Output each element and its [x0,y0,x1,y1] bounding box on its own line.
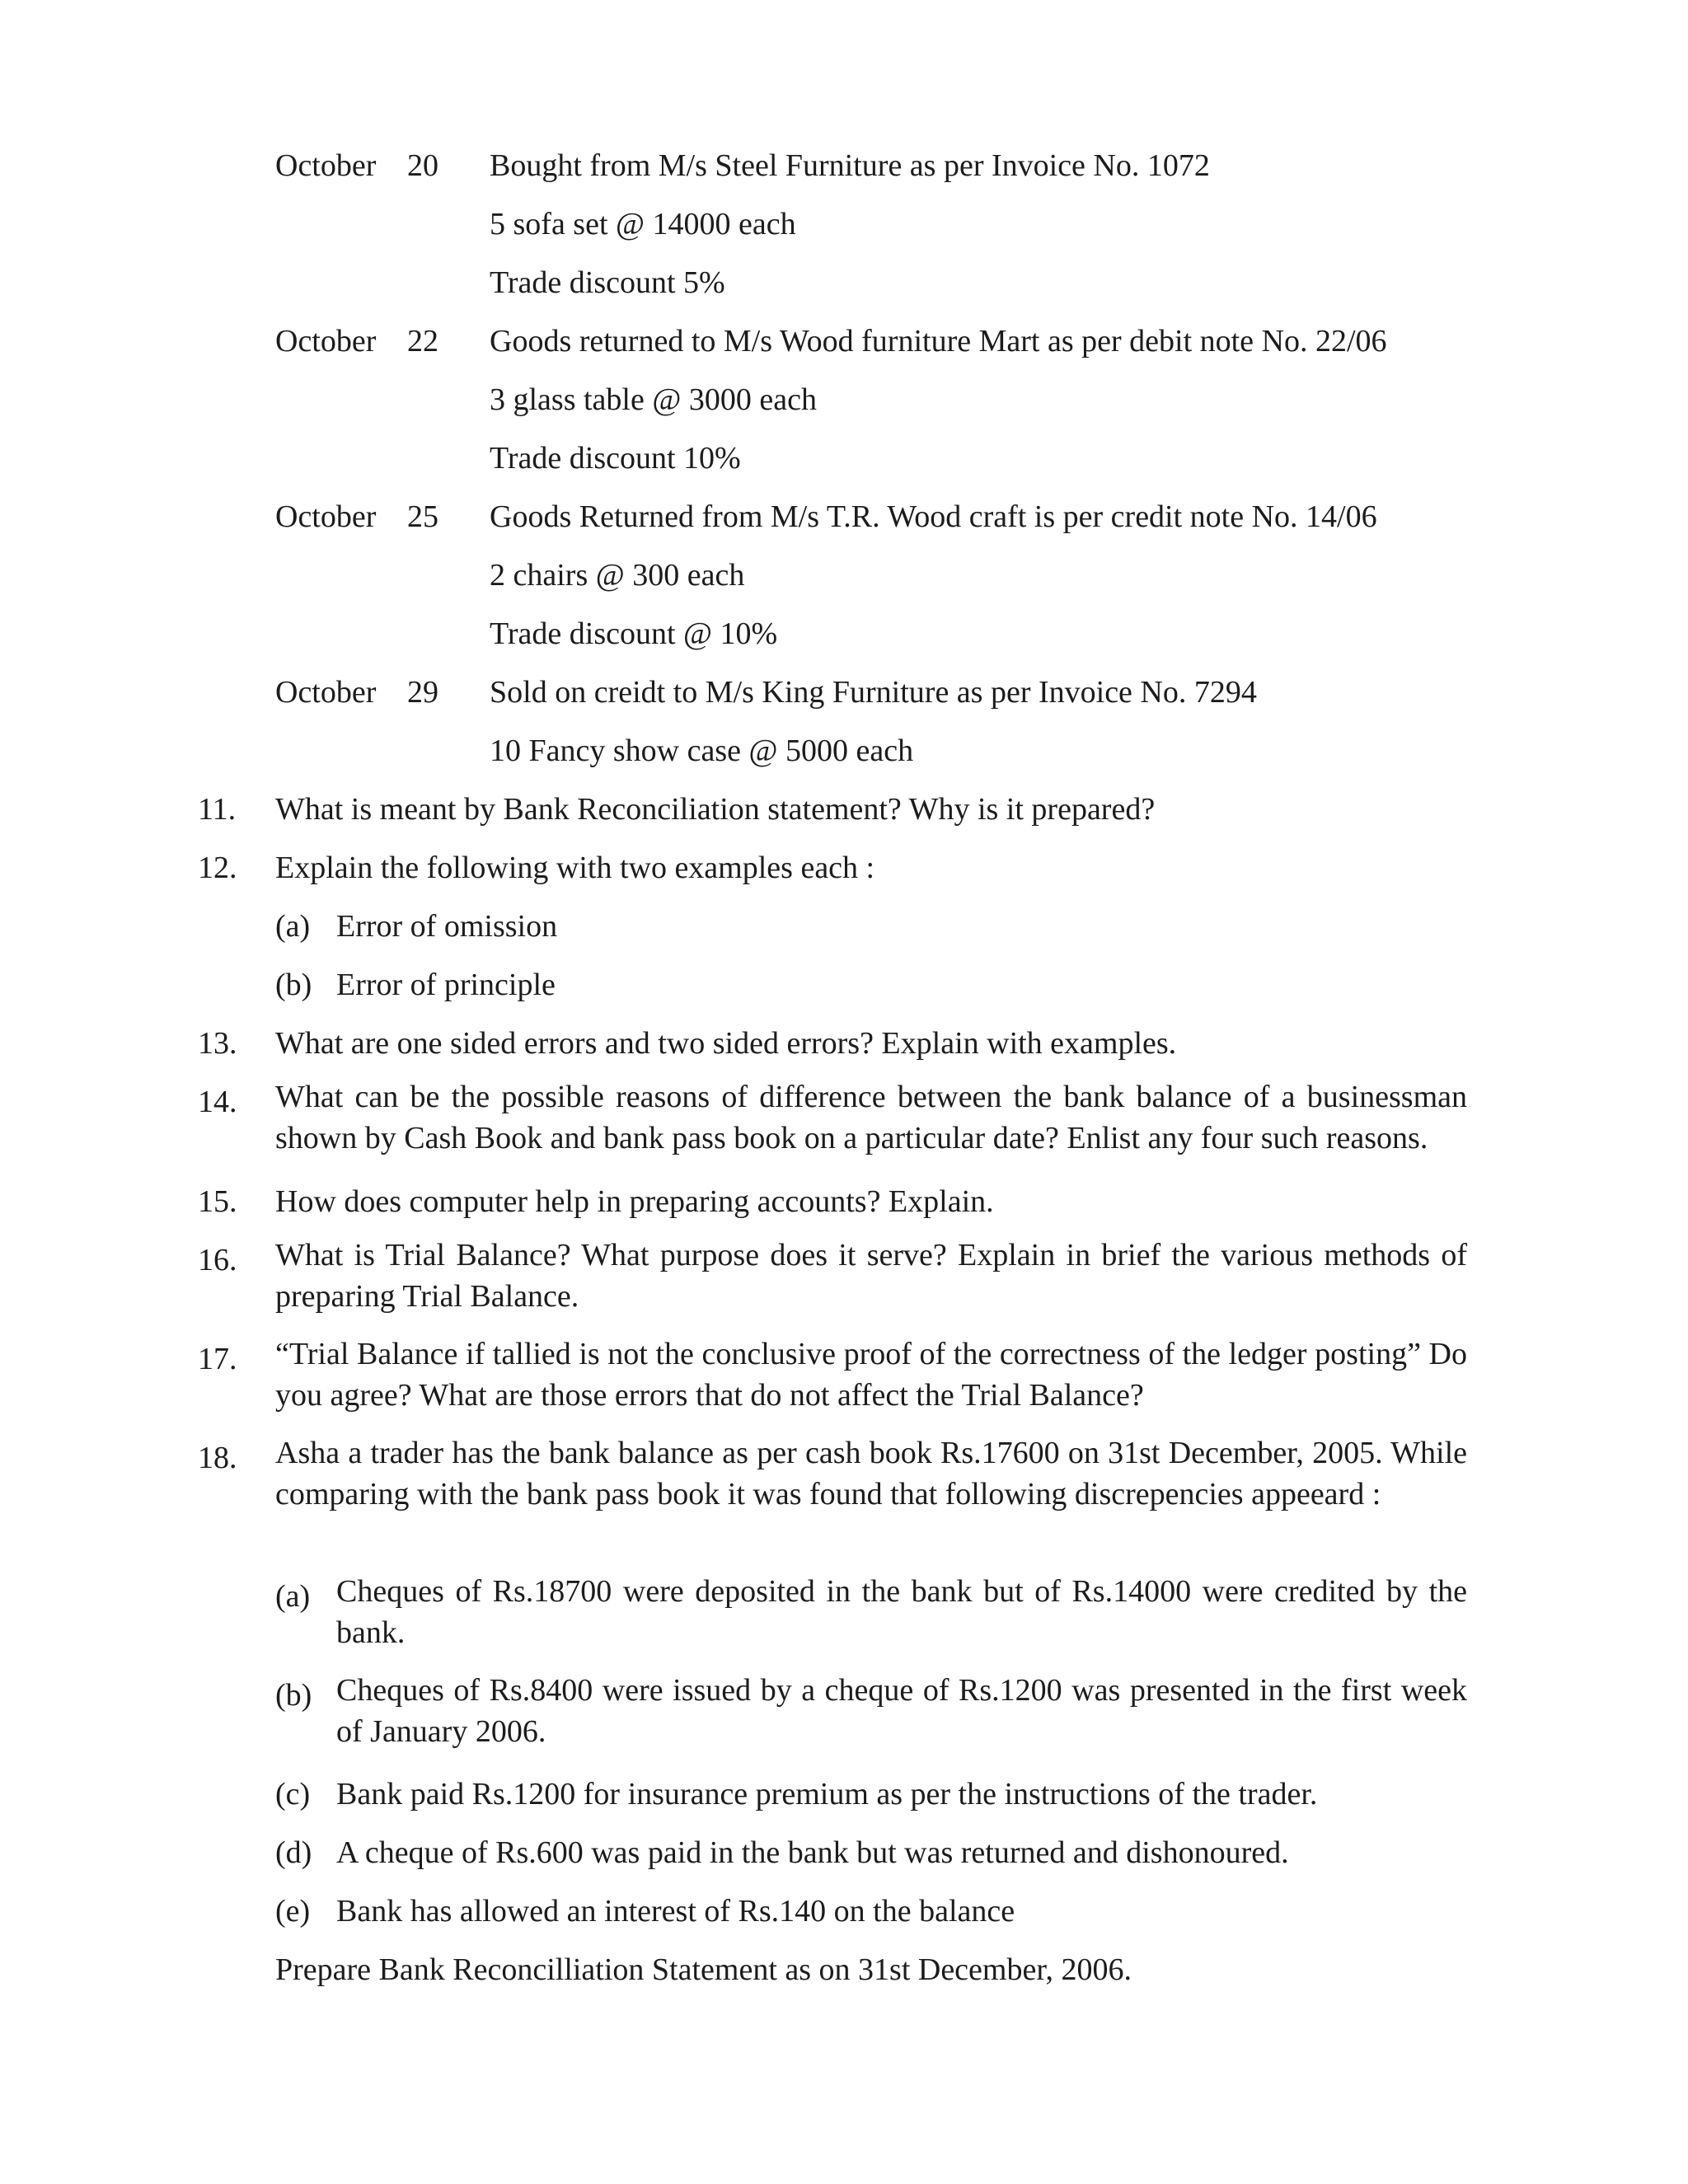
transaction-day: 22 [407,324,438,359]
question-number: 18. [198,1441,237,1475]
question-text: What is Trial Balance? What purpose does it serve? Explain in brief the various methods of preparing Trial Balance. [275,1238,1467,1314]
sub-item-letter: (c) [275,1777,311,1811]
transaction-line: Sold on creidt to M/s King Furniture as per Invoice No. 7294 [490,675,1257,710]
sub-item-text: Cheques of Rs.18700 were deposited in the bank but of Rs.14000 were credited by the bank. [336,1574,1467,1650]
question-text: What are one sided errors and two sided errors? Explain with examples. [275,1026,1177,1061]
question-number: 17. [198,1342,237,1376]
sub-item-text: Bank has allowed an interest of Rs.140 on the balance [336,1894,1015,1929]
transaction-line: Goods returned to M/s Wood furniture Mart as per debit note No. 22/06 [490,324,1387,359]
sub-item-letter: (b) [275,968,312,1002]
transaction-line: Trade discount @ 10% [490,616,778,651]
transaction-day: 20 [407,148,438,183]
question-text: Asha a trader has the bank balance as per cash book Rs.17600 on 31st December, 2005. While comparing with the bank pass book it was found that following discrepencies appeeard : [275,1436,1467,1511]
transaction-line: 3 glass table @ 3000 each [490,382,817,417]
transaction-month: October [275,148,377,183]
question-text: How does computer help in preparing accounts? Explain. [275,1184,994,1219]
transaction-month: October [275,675,377,710]
question-number: 12. [198,851,237,885]
sub-item-text: Cheques of Rs.8400 were issued by a cheque of Rs.1200 was presented in the first week of January 2006. [336,1673,1467,1749]
transaction-month: October [275,499,377,534]
transaction-line: 2 chairs @ 300 each [490,558,745,593]
sub-item-letter: (b) [275,1678,312,1713]
question-number: 13. [198,1026,237,1061]
question-number: 15. [198,1184,237,1219]
question-text: Explain the following with two examples each : [275,851,875,885]
question-text: “Trial Balance if tallied is not the conclusive proof of the correctness of the ledger posting” Do you agree? What are those errors that do not affect the Trial Balance? [275,1337,1467,1413]
sub-item-letter: (d) [275,1835,312,1870]
transaction-line: Trade discount 10% [490,441,741,476]
transaction-day: 29 [407,675,438,710]
transaction-line: Goods Returned from M/s T.R. Wood craft is per credit note No. 14/06 [490,499,1377,534]
sub-item-text: A cheque of Rs.600 was paid in the bank but was returned and dishonoured. [336,1835,1289,1870]
transaction-line: 10 Fancy show case @ 5000 each [490,733,914,768]
transaction-line: Bought from M/s Steel Furniture as per Invoice No. 1072 [490,148,1210,183]
sub-item-letter: (a) [275,909,311,944]
question-number: 11. [198,792,237,827]
question-number: 16. [198,1243,237,1277]
transaction-month: October [275,324,377,359]
sub-item-text: Error of principle [336,968,556,1002]
sub-item-text: Error of omission [336,909,558,944]
transaction-line: 5 sofa set @ 14000 each [490,207,796,241]
question-number: 14. [198,1085,237,1119]
sub-item-letter: (a) [275,1579,311,1614]
transaction-line: Trade discount 5% [490,265,725,300]
sub-item-letter: (e) [275,1894,311,1929]
sub-item-text: Bank paid Rs.1200 for insurance premium as per the instructions of the trader. [336,1777,1318,1811]
question-text: What can be the possible reasons of difference between the bank balance of a businessman shown by Cash Book and bank pass book on a particular date? Enlist any four such reasons. [275,1080,1467,1155]
transaction-day: 25 [407,499,438,534]
question-text: What is meant by Bank Reconciliation statement? Why is it prepared? [275,792,1156,827]
closing-instruction: Prepare Bank Reconcilliation Statement as on 31st December, 2006. [275,1952,1132,1987]
